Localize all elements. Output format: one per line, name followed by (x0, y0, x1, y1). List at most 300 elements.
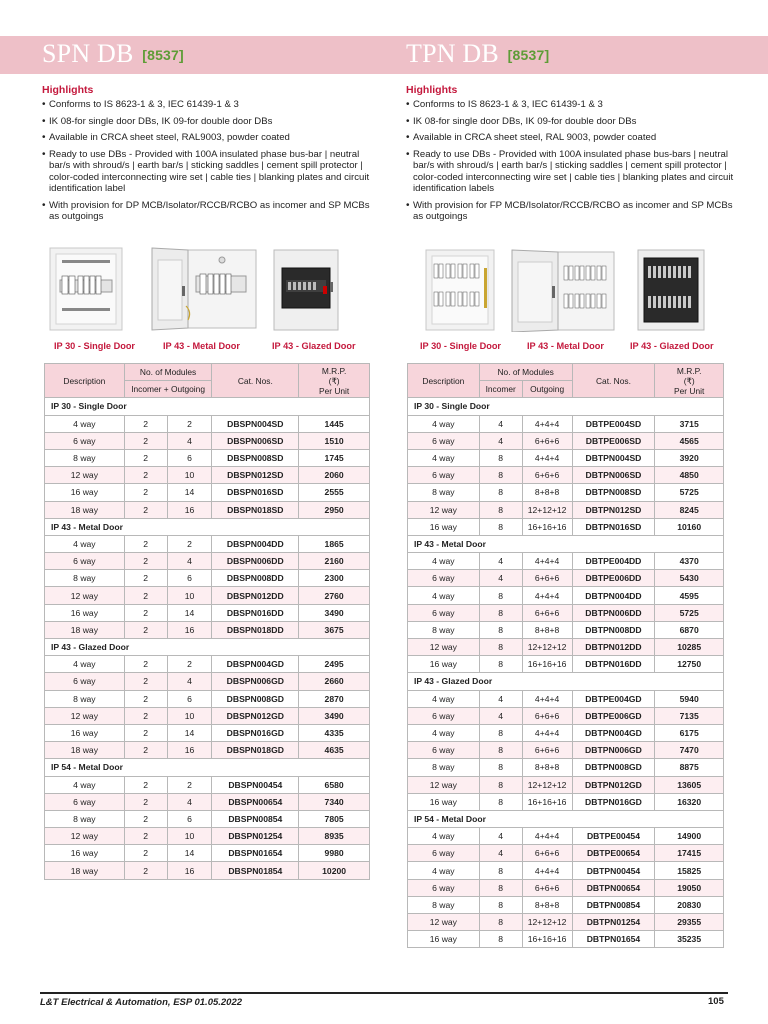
table-row (45, 776, 370, 793)
cat-no-cell: DBSPN00454 (212, 776, 299, 793)
description-cell: 8 way (408, 484, 480, 501)
mrp-cell: 4635 (299, 742, 370, 759)
outgoing-cell: 6 (167, 449, 212, 466)
outgoing-cell: 10 (167, 467, 212, 484)
mrp-unit: Per Unit (318, 385, 350, 396)
outgoing-cell: 12+12+12 (522, 501, 572, 518)
incomer-cell: 2 (124, 535, 167, 552)
mrp-cell: 2300 (299, 570, 370, 587)
description-cell: 4 way (45, 535, 125, 552)
cat-no-cell: DBTPE004GD (572, 690, 655, 707)
cat-no-cell: DBSPN016DD (212, 604, 299, 621)
outgoing-cell: 16+16+16 (522, 931, 572, 948)
outgoing-cell: 2 (167, 656, 212, 673)
outgoing-cell: 6+6+6 (522, 467, 572, 484)
table-row (408, 879, 724, 896)
table-row (45, 587, 370, 604)
spn-price-table (44, 363, 370, 880)
incomer-cell: 2 (124, 553, 167, 570)
outgoing-cell: 10 (167, 707, 212, 724)
col-header-mrp (299, 364, 370, 398)
mrp-cell: 16320 (655, 793, 724, 810)
description-cell: 4 way (45, 776, 125, 793)
highlight-item: • With provision for FP MCB/Isolator/RCCB/RCBO as incomer and SP MCBs as outgoings (406, 200, 736, 223)
description-cell: 6 way (45, 673, 125, 690)
table-row (408, 793, 724, 810)
mrp-unit: Per Unit (674, 385, 705, 396)
section-title: IP 43 - Metal Door (408, 535, 724, 552)
table-row (408, 776, 724, 793)
incomer-cell: 4 (479, 707, 522, 724)
description-cell: 6 way (45, 432, 125, 449)
table-row (408, 639, 724, 656)
table-row (45, 501, 370, 518)
table-row (45, 415, 370, 432)
outgoing-cell: 12+12+12 (522, 776, 572, 793)
table-row (45, 621, 370, 638)
section-row (408, 673, 724, 690)
section-row (408, 810, 724, 827)
outgoing-cell: 4+4+4 (522, 862, 572, 879)
tpn-metal-door-image (508, 248, 618, 332)
description-cell: 8 way (408, 621, 480, 638)
incomer-cell: 2 (124, 776, 167, 793)
outgoing-cell: 4+4+4 (522, 449, 572, 466)
description-cell: 4 way (408, 862, 480, 879)
description-cell: 6 way (408, 467, 480, 484)
table-row (408, 742, 724, 759)
description-cell: 6 way (408, 707, 480, 724)
cat-no-cell: DBTPE004DD (572, 553, 655, 570)
outgoing-cell: 12+12+12 (522, 914, 572, 931)
outgoing-cell: 6+6+6 (522, 742, 572, 759)
mrp-cell: 6870 (655, 621, 724, 638)
mrp-cell: 6175 (655, 724, 724, 741)
incomer-cell: 8 (479, 724, 522, 741)
outgoing-cell: 14 (167, 724, 212, 741)
description-cell: 16 way (45, 484, 125, 501)
section-row (45, 759, 370, 776)
outgoing-cell: 4+4+4 (522, 587, 572, 604)
spn-glazed-door-image (272, 248, 340, 332)
description-cell: 12 way (45, 828, 125, 845)
mrp-cell: 3490 (299, 707, 370, 724)
incomer-cell: 8 (479, 759, 522, 776)
col-header-outgoing: Outgoing (522, 381, 572, 398)
section-title: IP 43 - Glazed Door (45, 639, 370, 656)
mrp-cell: 2950 (299, 501, 370, 518)
highlight-item: • Available in CRCA sheet steel, RAL 9003, powder coated (406, 132, 736, 144)
mrp-label: M.R.P. (676, 365, 702, 376)
section-title: IP 43 - Glazed Door (408, 673, 724, 690)
cat-no-cell: DBSPN004GD (212, 656, 299, 673)
section-row (45, 518, 370, 535)
outgoing-cell: 16 (167, 501, 212, 518)
cat-no-cell: DBTPN012DD (572, 639, 655, 656)
incomer-cell: 4 (479, 553, 522, 570)
incomer-cell: 2 (124, 467, 167, 484)
description-cell: 4 way (408, 828, 480, 845)
mrp-cell: 7805 (299, 810, 370, 827)
incomer-cell: 8 (479, 656, 522, 673)
description-cell: 12 way (408, 501, 480, 518)
cat-no-cell: DBTPN01254 (572, 914, 655, 931)
cat-no-cell: DBSPN012SD (212, 467, 299, 484)
mrp-cell: 20830 (655, 896, 724, 913)
incomer-cell: 2 (124, 673, 167, 690)
cat-no-cell: DBTPN006DD (572, 604, 655, 621)
description-cell: 12 way (45, 707, 125, 724)
tpn-db-title-text: TPN DB (406, 39, 499, 68)
mrp-cell: 2555 (299, 484, 370, 501)
outgoing-cell: 2 (167, 415, 212, 432)
cat-no-cell: DBSPN00654 (212, 793, 299, 810)
outgoing-cell: 4+4+4 (522, 828, 572, 845)
cat-no-cell: DBSPN006SD (212, 432, 299, 449)
mrp-cell: 3715 (655, 415, 724, 432)
section-title: IP 54 - Metal Door (408, 810, 724, 827)
section-title: IP 30 - Single Door (45, 398, 370, 415)
table-row (408, 570, 724, 587)
outgoing-cell: 4 (167, 673, 212, 690)
outgoing-cell: 4 (167, 553, 212, 570)
description-cell: 4 way (408, 587, 480, 604)
section-row (45, 639, 370, 656)
cat-no-cell: DBSPN018GD (212, 742, 299, 759)
table-row (45, 673, 370, 690)
table-row (408, 467, 724, 484)
tpn-single-door-image (424, 248, 496, 332)
cat-no-cell: DBTPE00654 (572, 845, 655, 862)
incomer-cell: 8 (479, 449, 522, 466)
mrp-cell: 7340 (299, 793, 370, 810)
description-cell: 16 way (408, 931, 480, 948)
spn-metal-door-image (148, 246, 260, 332)
footer-divider (40, 992, 728, 994)
incomer-cell: 2 (124, 501, 167, 518)
description-cell: 8 way (45, 690, 125, 707)
cat-no-cell: DBTPN012SD (572, 501, 655, 518)
incomer-cell: 2 (124, 621, 167, 638)
description-cell: 12 way (45, 587, 125, 604)
incomer-cell: 8 (479, 862, 522, 879)
table-row (45, 724, 370, 741)
incomer-cell: 2 (124, 793, 167, 810)
section-row (408, 398, 724, 415)
incomer-cell: 2 (124, 828, 167, 845)
incomer-cell: 8 (479, 484, 522, 501)
col-header-mrp (655, 364, 724, 398)
description-cell: 4 way (408, 415, 480, 432)
outgoing-cell: 6 (167, 810, 212, 827)
cat-no-cell: DBTPN006SD (572, 467, 655, 484)
product-label: IP 43 - Metal Door (163, 341, 240, 351)
col-header-description: Description (408, 364, 480, 398)
cat-no-cell: DBTPN004DD (572, 587, 655, 604)
description-cell: 12 way (45, 467, 125, 484)
outgoing-cell: 16 (167, 621, 212, 638)
cat-no-cell: DBTPN00854 (572, 896, 655, 913)
table-row (408, 501, 724, 518)
description-cell: 4 way (45, 656, 125, 673)
outgoing-cell: 14 (167, 604, 212, 621)
mrp-cell: 35235 (655, 931, 724, 948)
table-row (408, 862, 724, 879)
table-row (408, 914, 724, 931)
description-cell: 6 way (408, 742, 480, 759)
mrp-cell: 1510 (299, 432, 370, 449)
table-row (408, 896, 724, 913)
incomer-cell: 8 (479, 742, 522, 759)
cat-no-cell: DBSPN008GD (212, 690, 299, 707)
table-row (408, 724, 724, 741)
incomer-cell: 2 (124, 724, 167, 741)
outgoing-cell: 10 (167, 828, 212, 845)
table-row (45, 793, 370, 810)
section-title: IP 54 - Metal Door (45, 759, 370, 776)
section-title: IP 30 - Single Door (408, 398, 724, 415)
outgoing-cell: 2 (167, 535, 212, 552)
description-cell: 6 way (408, 845, 480, 862)
table-row (45, 570, 370, 587)
cat-no-cell: DBSPN004SD (212, 415, 299, 432)
cat-no-cell: DBTPE006GD (572, 707, 655, 724)
cat-no-cell: DBTPE006SD (572, 432, 655, 449)
description-cell: 18 way (45, 501, 125, 518)
highlight-item: • Conforms to IS 8623-1 & 3, IEC 61439-1 & 3 (42, 99, 372, 111)
outgoing-cell: 6 (167, 690, 212, 707)
tpn-glazed-door-image (636, 248, 706, 332)
highlight-item: • Conforms to IS 8623-1 & 3, IEC 61439-1 & 3 (406, 99, 736, 111)
description-cell: 16 way (45, 724, 125, 741)
cat-no-cell: DBSPN006DD (212, 553, 299, 570)
mrp-cell: 8875 (655, 759, 724, 776)
description-cell: 8 way (408, 896, 480, 913)
incomer-cell: 2 (124, 432, 167, 449)
description-cell: 16 way (408, 656, 480, 673)
table-row (408, 690, 724, 707)
cat-no-cell: DBTPN016DD (572, 656, 655, 673)
highlight-item: • IK 08-for single door DBs, IK 09-for double door DBs (42, 116, 372, 128)
cat-no-cell: DBSPN008DD (212, 570, 299, 587)
incomer-cell: 4 (479, 432, 522, 449)
section-title: IP 43 - Metal Door (45, 518, 370, 535)
outgoing-cell: 6 (167, 570, 212, 587)
tpn-db-code: [8537] (507, 47, 550, 63)
incomer-cell: 4 (479, 828, 522, 845)
cat-no-cell: DBSPN016SD (212, 484, 299, 501)
col-header-cat: Cat. Nos. (572, 364, 655, 398)
spn-db-title (42, 39, 184, 69)
col-header-modules: No. of Modules (479, 364, 572, 381)
highlight-item: • Ready to use DBs - Provided with 100A insulated phase bus-bar | neutral bar/s with shroud/s | earth bar/s | sticking saddles | cement spill protector | color-coded interconnecting wire set | cable ties | blanking plates and circuit identification label (42, 149, 372, 195)
tpn-highlights (406, 84, 736, 228)
description-cell: 6 way (408, 570, 480, 587)
incomer-cell: 2 (124, 862, 167, 879)
description-cell: 16 way (408, 793, 480, 810)
incomer-cell: 2 (124, 690, 167, 707)
table-row (45, 862, 370, 879)
mrp-cell: 2160 (299, 553, 370, 570)
description-cell: 4 way (45, 415, 125, 432)
table-row (45, 656, 370, 673)
table-row (45, 604, 370, 621)
product-label: IP 30 - Single Door (420, 341, 502, 351)
table-row (408, 587, 724, 604)
outgoing-cell: 4+4+4 (522, 690, 572, 707)
cat-no-cell: DBTPN008DD (572, 621, 655, 638)
mrp-cell: 6580 (299, 776, 370, 793)
description-cell: 6 way (408, 432, 480, 449)
mrp-label: M.R.P. (321, 365, 347, 376)
description-cell: 12 way (408, 639, 480, 656)
product-label: IP 30 - Single Door (54, 341, 136, 351)
incomer-cell: 8 (479, 501, 522, 518)
incomer-cell: 4 (479, 690, 522, 707)
table-row (408, 828, 724, 845)
incomer-cell: 8 (479, 467, 522, 484)
cat-no-cell: DBSPN018DD (212, 621, 299, 638)
incomer-cell: 2 (124, 587, 167, 604)
mrp-cell: 4850 (655, 467, 724, 484)
table-row (408, 484, 724, 501)
mrp-cell: 7135 (655, 707, 724, 724)
incomer-cell: 8 (479, 518, 522, 535)
description-cell: 12 way (408, 776, 480, 793)
cat-no-cell: DBSPN008SD (212, 449, 299, 466)
incomer-cell: 8 (479, 776, 522, 793)
description-cell: 6 way (408, 604, 480, 621)
outgoing-cell: 10 (167, 587, 212, 604)
mrp-cell: 17415 (655, 845, 724, 862)
cat-no-cell: DBTPN004GD (572, 724, 655, 741)
description-cell: 4 way (408, 553, 480, 570)
mrp-cell: 8245 (655, 501, 724, 518)
outgoing-cell: 4+4+4 (522, 553, 572, 570)
description-cell: 12 way (408, 914, 480, 931)
description-cell: 18 way (45, 742, 125, 759)
table-row (408, 621, 724, 638)
outgoing-cell: 4+4+4 (522, 415, 572, 432)
description-cell: 16 way (408, 518, 480, 535)
outgoing-cell: 8+8+8 (522, 759, 572, 776)
table-row (408, 656, 724, 673)
spn-highlights (42, 84, 372, 228)
incomer-cell: 2 (124, 570, 167, 587)
description-cell: 16 way (45, 604, 125, 621)
incomer-cell: 2 (124, 656, 167, 673)
incomer-cell: 8 (479, 621, 522, 638)
highlights-list (406, 99, 736, 223)
mrp-cell: 2870 (299, 690, 370, 707)
incomer-cell: 4 (479, 415, 522, 432)
col-header-incomer: Incomer (479, 381, 522, 398)
table-row (45, 484, 370, 501)
outgoing-cell: 16 (167, 742, 212, 759)
cat-no-cell: DBTPN00654 (572, 879, 655, 896)
cat-no-cell: DBTPN004SD (572, 449, 655, 466)
description-cell: 16 way (45, 845, 125, 862)
description-cell: 8 way (45, 449, 125, 466)
mrp-currency: (₹) (683, 375, 695, 386)
table-row (408, 845, 724, 862)
mrp-cell: 10160 (655, 518, 724, 535)
highlights-list (42, 99, 372, 223)
incomer-cell: 2 (124, 810, 167, 827)
section-row (408, 535, 724, 552)
table-row (408, 415, 724, 432)
highlight-item: • IK 08-for single door DBs, IK 09-for double door DBs (406, 116, 736, 128)
highlight-item: • With provision for DP MCB/Isolator/RCCB/RCBO as incomer and SP MCBs as outgoings (42, 200, 372, 223)
mrp-cell: 3920 (655, 449, 724, 466)
table-row (408, 449, 724, 466)
cat-no-cell: DBTPN008SD (572, 484, 655, 501)
cat-no-cell: DBTPN016SD (572, 518, 655, 535)
incomer-cell: 8 (479, 793, 522, 810)
table-row (408, 931, 724, 948)
description-cell: 8 way (45, 570, 125, 587)
mrp-cell: 12750 (655, 656, 724, 673)
mrp-cell: 1865 (299, 535, 370, 552)
table-row (45, 707, 370, 724)
outgoing-cell: 8+8+8 (522, 896, 572, 913)
cat-no-cell: DBSPN012DD (212, 587, 299, 604)
cat-no-cell: DBTPE006DD (572, 570, 655, 587)
outgoing-cell: 6+6+6 (522, 707, 572, 724)
cat-no-cell: DBSPN00854 (212, 810, 299, 827)
mrp-cell: 8935 (299, 828, 370, 845)
cat-no-cell: DBSPN018SD (212, 501, 299, 518)
tpn-db-title (406, 39, 549, 69)
outgoing-cell: 6+6+6 (522, 604, 572, 621)
mrp-cell: 15825 (655, 862, 724, 879)
mrp-currency: (₹) (328, 375, 340, 386)
outgoing-cell: 2 (167, 776, 212, 793)
cat-no-cell: DBTPN016GD (572, 793, 655, 810)
outgoing-cell: 4+4+4 (522, 724, 572, 741)
cat-no-cell: DBSPN01254 (212, 828, 299, 845)
description-cell: 6 way (45, 553, 125, 570)
table-row (45, 535, 370, 552)
col-header-description: Description (45, 364, 125, 398)
incomer-cell: 8 (479, 896, 522, 913)
outgoing-cell: 8+8+8 (522, 621, 572, 638)
cat-no-cell: DBSPN01854 (212, 862, 299, 879)
product-label: IP 43 - Metal Door (527, 341, 604, 351)
mrp-cell: 9980 (299, 845, 370, 862)
mrp-cell: 2495 (299, 656, 370, 673)
mrp-cell: 4335 (299, 724, 370, 741)
mrp-cell: 2060 (299, 467, 370, 484)
description-cell: 4 way (408, 724, 480, 741)
incomer-cell: 2 (124, 845, 167, 862)
mrp-cell: 4565 (655, 432, 724, 449)
mrp-cell: 2760 (299, 587, 370, 604)
mrp-cell: 5725 (655, 484, 724, 501)
incomer-cell: 2 (124, 707, 167, 724)
cat-no-cell: DBTPE004SD (572, 415, 655, 432)
cat-no-cell: DBSPN01654 (212, 845, 299, 862)
table-row (408, 432, 724, 449)
col-header-modules: No. of Modules (124, 364, 212, 381)
table-row (45, 828, 370, 845)
table-row (45, 690, 370, 707)
table-row (45, 742, 370, 759)
mrp-cell: 5725 (655, 604, 724, 621)
mrp-cell: 10285 (655, 639, 724, 656)
description-cell: 8 way (45, 810, 125, 827)
spn-db-title-text: SPN DB (42, 39, 134, 68)
